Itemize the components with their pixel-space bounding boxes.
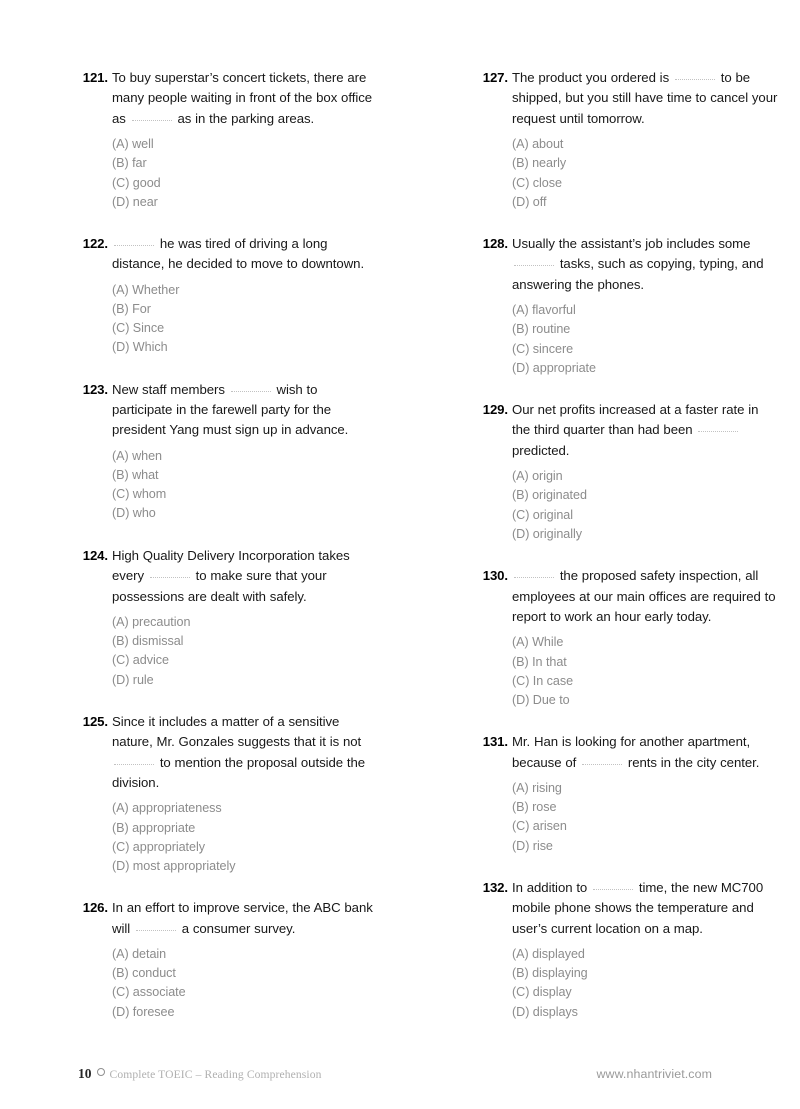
option-text: Whether: [132, 282, 180, 297]
answer-blank[interactable]: [136, 920, 176, 931]
answer-option[interactable]: [512, 817, 780, 836]
answer-blank[interactable]: [132, 110, 172, 121]
answer-option[interactable]: [512, 320, 780, 339]
answer-option[interactable]: [112, 651, 380, 670]
stem-text: a consumer survey.: [177, 920, 296, 936]
option-text: precaution: [132, 614, 191, 629]
answer-blank[interactable]: [675, 69, 715, 80]
answer-option[interactable]: [512, 154, 780, 173]
answer-blank[interactable]: [150, 567, 190, 578]
question-stem: [112, 898, 380, 939]
answer-option[interactable]: [512, 964, 780, 983]
question-121: [78, 68, 380, 212]
answer-option[interactable]: [112, 945, 380, 964]
option-text: Since: [132, 321, 165, 336]
question-body: [512, 234, 780, 378]
question-stem: [512, 878, 780, 939]
answer-option[interactable]: [112, 983, 380, 1002]
answer-option[interactable]: [112, 135, 380, 154]
option-text: In case: [532, 673, 574, 688]
question-body: [112, 380, 380, 524]
answer-option[interactable]: [512, 359, 780, 378]
answer-options: [112, 799, 380, 876]
option-letter: (C): [512, 175, 530, 190]
stem-text: Our net profits increased at a faster rate in the third quarter than had been: [512, 402, 759, 438]
option-text: Which: [132, 340, 168, 355]
option-letter: (D): [512, 526, 530, 541]
question-stem: [112, 234, 380, 275]
answer-option[interactable]: [112, 819, 380, 838]
question-number: 128.: [482, 236, 508, 252]
answer-option[interactable]: [112, 1003, 380, 1022]
answer-option[interactable]: [512, 135, 780, 154]
answer-option[interactable]: [512, 945, 780, 964]
option-letter: (B): [112, 468, 129, 483]
answer-option[interactable]: [512, 486, 780, 505]
question-body: [512, 400, 780, 544]
question-body: [112, 546, 380, 690]
answer-option[interactable]: [512, 983, 780, 1002]
answer-options: [112, 135, 380, 212]
stem-text: time, the new MC700 mobile phone shows the temperature and user’s current location on a map.: [512, 879, 764, 936]
circle-bullet-icon: [97, 1068, 105, 1076]
question-body: [512, 68, 780, 212]
question-body: [512, 732, 780, 856]
option-letter: (B): [112, 302, 129, 317]
question-body: [112, 712, 380, 876]
stem-text: to mention the proposal outside the division.: [112, 754, 366, 790]
question-126: [78, 898, 380, 1022]
answer-options: [112, 281, 380, 358]
answer-option[interactable]: [112, 466, 380, 485]
question-stem: [112, 68, 380, 129]
option-letter: (C): [512, 819, 530, 834]
stem-text: the proposed safety inspection, all employees at our main offices are required to report to work an hour early today.: [512, 568, 776, 624]
option-text: originated: [532, 488, 587, 503]
answer-blank[interactable]: [698, 421, 738, 432]
answer-option[interactable]: [512, 340, 780, 359]
stem-text: In addition to: [512, 879, 592, 895]
option-text: originally: [532, 526, 582, 541]
answer-option[interactable]: [112, 338, 380, 357]
stem-text: tasks, such as copying, typing, and answering the phones.: [512, 256, 764, 292]
option-letter: (A): [512, 635, 529, 650]
question-body: [112, 68, 380, 212]
option-text: good: [132, 175, 161, 190]
footer-website-url: www.nhantriviet.com: [596, 1067, 712, 1081]
stem-text: Usually the assistant’s job includes some: [512, 236, 751, 252]
answer-option[interactable]: [112, 447, 380, 466]
option-text: close: [532, 175, 562, 190]
option-letter: (A): [512, 137, 529, 152]
answer-option[interactable]: [112, 485, 380, 504]
option-text: most appropriately: [132, 858, 236, 873]
option-text: While: [532, 635, 564, 650]
page-number: 10: [78, 1066, 92, 1081]
option-letter: (B): [512, 488, 529, 503]
option-letter: (B): [512, 322, 529, 337]
option-letter: (B): [512, 966, 529, 981]
answer-blank[interactable]: [114, 754, 154, 765]
right-column: [400, 0, 800, 1044]
option-text: whom: [132, 487, 167, 502]
answer-options: [112, 447, 380, 524]
option-letter: (D): [512, 838, 530, 853]
option-letter: (C): [512, 673, 530, 688]
option-text: displayed: [532, 946, 585, 961]
option-text: In that: [532, 654, 567, 669]
option-letter: (D): [512, 1004, 530, 1019]
question-128: [478, 234, 780, 378]
option-letter: (D): [112, 858, 130, 873]
question-body: [512, 878, 780, 1022]
option-text: well: [132, 137, 154, 152]
question-132: [478, 878, 780, 1022]
question-number: 126.: [82, 900, 108, 916]
answer-option[interactable]: [512, 653, 780, 672]
question-127: [478, 68, 780, 212]
question-body: [512, 566, 780, 710]
option-text: rule: [132, 672, 154, 687]
question-body: [112, 898, 380, 1022]
stem-text: predicted.: [512, 442, 570, 458]
question-number: 127.: [482, 70, 508, 85]
answer-options: [512, 633, 780, 710]
answer-option[interactable]: [512, 672, 780, 691]
option-letter: (A): [112, 801, 129, 816]
question-131: [478, 732, 780, 856]
stem-text: The product you ordered is: [512, 70, 673, 85]
option-letter: (C): [112, 985, 130, 1000]
answer-option[interactable]: [512, 779, 780, 798]
answer-option[interactable]: [112, 838, 380, 857]
option-text: when: [132, 448, 163, 463]
option-letter: (C): [112, 653, 130, 668]
option-text: flavorful: [532, 303, 576, 318]
answer-options: [112, 945, 380, 1022]
option-letter: (A): [112, 282, 129, 297]
question-stem: [512, 68, 780, 129]
option-letter: (A): [112, 448, 129, 463]
answer-option[interactable]: [112, 300, 380, 319]
answer-options: [512, 779, 780, 856]
answer-option[interactable]: [512, 193, 780, 212]
option-text: associate: [132, 985, 186, 1000]
answer-option[interactable]: [112, 857, 380, 876]
option-text: conduct: [132, 966, 176, 981]
answer-options: [512, 135, 780, 212]
option-letter: (A): [112, 137, 129, 152]
question-number: 125.: [82, 713, 108, 729]
question-stem: [512, 566, 780, 627]
option-text: arisen: [532, 819, 567, 834]
question-stem: [112, 380, 380, 441]
option-letter: (C): [112, 839, 130, 854]
option-letter: (D): [112, 1004, 130, 1019]
option-text: rise: [532, 838, 553, 853]
answer-option[interactable]: [512, 174, 780, 193]
option-letter: (B): [112, 820, 129, 835]
option-text: who: [132, 506, 156, 521]
option-text: about: [532, 137, 564, 152]
stem-text: New staff members: [112, 381, 229, 397]
stem-text: To buy superstar’s concert tickets, there are many people waiting in front of the box office as: [112, 70, 373, 126]
option-letter: (C): [512, 985, 530, 1000]
answer-option[interactable]: [112, 281, 380, 300]
stem-text: Since it includes a matter of a sensitive nature, Mr. Gonzales suggests that it is not: [112, 713, 362, 750]
question-number: 131.: [482, 734, 508, 750]
option-text: original: [532, 507, 574, 522]
answer-option[interactable]: [512, 525, 780, 544]
option-letter: (D): [512, 360, 530, 375]
stem-text: In an effort to improve service, the ABC bank will: [112, 900, 373, 936]
stem-text: to be shipped, but you still have time to cancel your request until tomorrow.: [512, 70, 778, 126]
answer-options: [112, 613, 380, 690]
stem-text: Mr. Han is looking for another apartment, because of: [512, 734, 751, 770]
option-letter: (B): [112, 966, 129, 981]
answer-option[interactable]: [112, 319, 380, 338]
option-text: what: [132, 468, 159, 483]
answer-option[interactable]: [512, 1003, 780, 1022]
answer-blank[interactable]: [514, 567, 554, 578]
answer-blank[interactable]: [514, 255, 554, 266]
question-stem: [112, 546, 380, 607]
answer-option[interactable]: [512, 633, 780, 652]
question-122: [78, 234, 380, 358]
answer-option[interactable]: [512, 798, 780, 817]
option-text: For: [132, 302, 151, 317]
option-letter: (B): [512, 156, 529, 171]
option-letter: (A): [112, 614, 129, 629]
option-letter: (C): [112, 321, 130, 336]
stem-text: as in the parking areas.: [173, 110, 315, 126]
footer-left-group: [78, 1066, 322, 1082]
question-number: 130.: [482, 568, 508, 584]
option-letter: (D): [112, 506, 130, 521]
option-text: advice: [132, 653, 169, 668]
option-text: appropriate: [132, 820, 196, 835]
answer-option[interactable]: [112, 632, 380, 651]
question-number: 121.: [82, 70, 108, 85]
answer-option[interactable]: [112, 964, 380, 983]
option-text: displaying: [532, 966, 588, 981]
question-number: 123.: [82, 381, 108, 397]
option-text: origin: [532, 469, 563, 484]
option-text: routine: [532, 322, 571, 337]
answer-option[interactable]: [112, 154, 380, 173]
option-text: dismissal: [132, 634, 184, 649]
option-text: appropriateness: [132, 801, 222, 816]
question-123: [78, 380, 380, 524]
stem-text: rents in the city center.: [624, 754, 760, 770]
answer-option[interactable]: [112, 174, 380, 193]
option-letter: (A): [512, 946, 529, 961]
option-letter: (D): [512, 194, 530, 209]
option-letter: (C): [112, 175, 130, 190]
option-letter: (A): [512, 303, 529, 318]
answer-option[interactable]: [112, 613, 380, 632]
option-letter: (B): [512, 800, 529, 815]
option-letter: (A): [512, 780, 529, 795]
question-130: [478, 566, 780, 710]
answer-blank[interactable]: [582, 754, 622, 765]
answer-options: [512, 467, 780, 544]
option-letter: (D): [512, 692, 530, 707]
question-number: 132.: [482, 879, 508, 895]
option-text: nearly: [532, 156, 567, 171]
stem-text: wish to participate in the farewell party for the president Yang must sign up in advance.: [112, 381, 349, 438]
option-letter: (B): [512, 654, 529, 669]
answer-options: [512, 301, 780, 378]
stem-text: he was tired of driving a long distance, he decided to move to downtown.: [112, 236, 365, 272]
answer-option[interactable]: [512, 301, 780, 320]
option-text: off: [532, 194, 547, 209]
option-letter: (B): [112, 634, 129, 649]
option-text: appropriately: [132, 839, 205, 854]
question-stem: [512, 234, 780, 295]
option-letter: (C): [512, 507, 530, 522]
option-letter: (A): [512, 469, 529, 484]
question-125: [78, 712, 380, 876]
option-letter: (D): [112, 340, 130, 355]
option-text: rising: [532, 780, 562, 795]
answer-options: [512, 945, 780, 1022]
answer-option[interactable]: [112, 799, 380, 818]
answer-blank[interactable]: [231, 381, 271, 392]
stem-text: High Quality Delivery Incorporation takes every: [112, 547, 350, 584]
option-text: foresee: [132, 1004, 175, 1019]
option-letter: (B): [112, 156, 129, 171]
question-stem: [512, 732, 780, 773]
question-stem: [512, 400, 780, 461]
answer-option[interactable]: [112, 504, 380, 523]
option-text: Due to: [532, 692, 570, 707]
option-text: display: [532, 985, 572, 1000]
answer-option[interactable]: [512, 467, 780, 486]
question-stem: [112, 712, 380, 794]
stem-text: to make sure that your possessions are dealt with safely.: [112, 568, 327, 604]
question-124: [78, 546, 380, 690]
option-text: sincere: [532, 341, 574, 356]
option-letter: (C): [512, 341, 530, 356]
option-text: detain: [132, 946, 167, 961]
answer-option[interactable]: [512, 506, 780, 525]
question-number: 129.: [482, 402, 508, 418]
option-text: displays: [532, 1004, 578, 1019]
footer-book-title: Complete TOEIC – Reading Comprehension: [109, 1068, 322, 1081]
option-letter: (A): [112, 946, 129, 961]
question-number: 122.: [82, 236, 108, 252]
option-text: near: [132, 194, 158, 209]
answer-blank[interactable]: [114, 235, 154, 246]
page-footer: [0, 1049, 800, 1109]
answer-option[interactable]: [512, 837, 780, 856]
answer-blank[interactable]: [593, 879, 633, 890]
question-129: [478, 400, 780, 544]
option-letter: (D): [112, 194, 130, 209]
question-number: 124.: [82, 547, 108, 563]
option-letter: (C): [112, 487, 130, 502]
question-body: [112, 234, 380, 358]
answer-option[interactable]: [112, 671, 380, 690]
answer-option[interactable]: [512, 691, 780, 710]
option-text: far: [132, 156, 147, 171]
left-column: [0, 0, 400, 1044]
option-text: appropriate: [532, 360, 596, 375]
answer-option[interactable]: [112, 193, 380, 212]
option-letter: (D): [112, 672, 130, 687]
option-text: rose: [532, 800, 557, 815]
